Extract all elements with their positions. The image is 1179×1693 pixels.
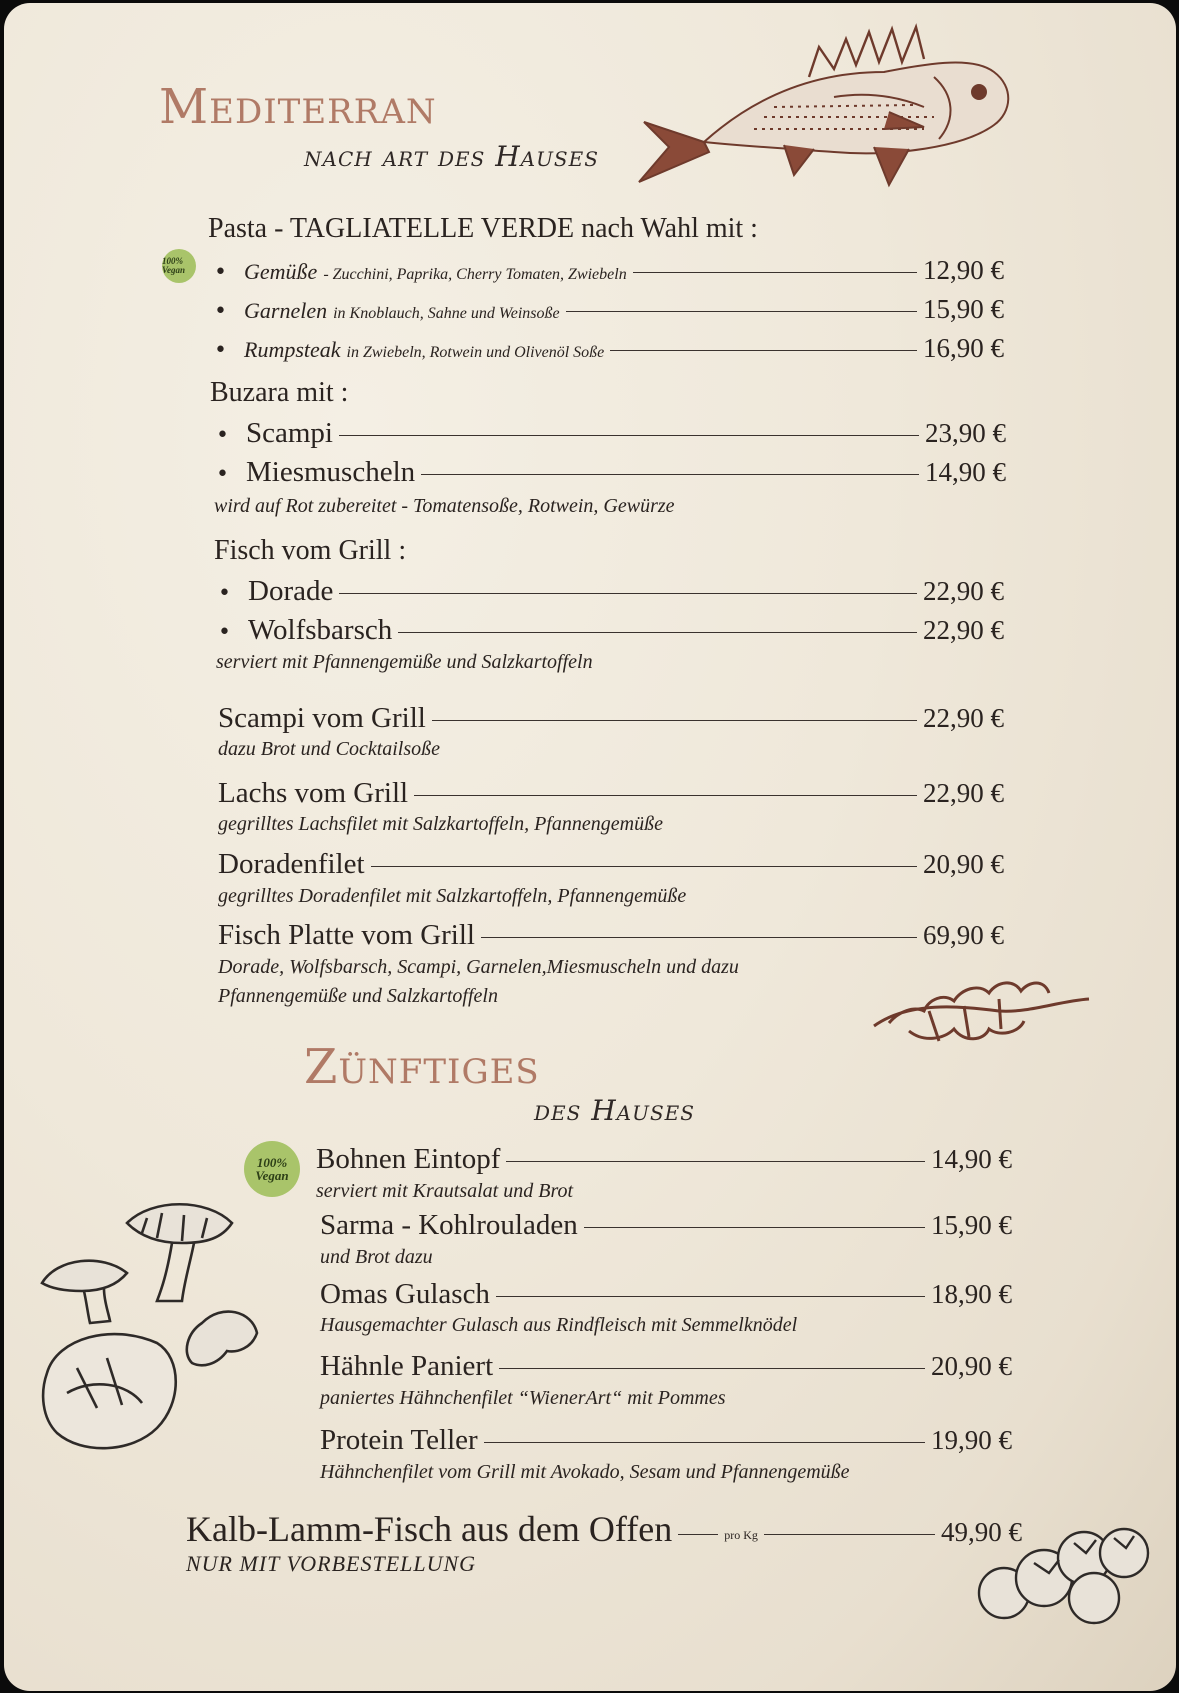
leader-line (421, 474, 919, 475)
item-detail: - Zucchini, Paprika, Cherry Tomaten, Zwiebeln (323, 266, 627, 283)
bullet: • (218, 620, 231, 645)
special-unit: pro Kg (724, 1528, 758, 1542)
item-price: 20,90 € (923, 849, 1004, 879)
menu-item (216, 417, 1006, 450)
item-price: 12,90 € (923, 255, 1004, 285)
item-name: Doradenfilet (218, 848, 365, 880)
leader-line (678, 1534, 718, 1535)
leaf-illustration (869, 971, 1094, 1061)
item-price: 22,90 € (923, 615, 1004, 645)
leader-line (432, 720, 917, 721)
item-name: Gemüße (244, 259, 318, 284)
leader-line (339, 593, 917, 594)
item-detail: in Knoblauch, Sahne und Weinsoße (333, 305, 560, 322)
item-description: gegrilltes Lachsfilet mit Salzkartoffeln, Pfannengemüße (218, 813, 663, 835)
item-price: 16,90 € (923, 333, 1004, 363)
section-title-zuenftiges: Zünftiges (304, 1039, 540, 1095)
item-description-continued: Pfannengemüße und Salzkartoffeln (218, 985, 498, 1007)
item-price: 22,90 € (923, 778, 1004, 808)
menu-page (4, 3, 1176, 1691)
item-name: Garnelen (244, 298, 328, 323)
bullet: • (216, 462, 229, 487)
item-description: Dorade, Wolfsbarsch, Scampi, Garnelen,Miesmuscheln und dazu (218, 956, 739, 978)
leader-line (371, 866, 917, 867)
leader-line (484, 1442, 925, 1443)
vegan-badge (244, 1141, 300, 1197)
item-price: 22,90 € (923, 703, 1004, 733)
item-description: gegrilltes Doradenfilet mit Salzkartoffeln, Pfannengemüße (218, 885, 687, 907)
bullet: • (214, 299, 227, 324)
item-name: Scampi (246, 417, 333, 449)
vegan-badge-label: 100% Vegan (162, 256, 186, 275)
leader-line (414, 795, 917, 796)
bullet: • (218, 581, 231, 606)
item-name: Protein Teller (320, 1424, 478, 1456)
menu-item (218, 614, 1004, 647)
item-description: Hähnchenfilet vom Grill mit Avokado, Sesam und Pfannengemüße (320, 1461, 850, 1483)
item-description: dazu Brot und Cocktailsoße (218, 738, 441, 760)
vegan-badge-label: 100% Vegan (255, 1155, 289, 1183)
menu-item (218, 848, 1004, 881)
section-subtitle-zuenftiges: des Hauses (534, 1094, 695, 1127)
menu-item (218, 575, 1004, 608)
leader-line (584, 1227, 925, 1228)
item-name: Wolfsbarsch (248, 614, 393, 646)
item-name: Fisch Platte vom Grill (218, 919, 475, 951)
bullet: • (214, 260, 227, 285)
item-description: serviert mit Krautsalat und Brot (316, 1180, 574, 1202)
item-detail: in Zwiebeln, Rotwein und Olivenöl Soße (346, 344, 605, 361)
fish-illustration (634, 17, 1089, 207)
section-title-mediterran: Mediterran (159, 79, 437, 135)
item-price: 20,90 € (931, 1351, 1012, 1381)
item-price: 15,90 € (923, 294, 1004, 324)
grill-heading: Fisch vom Grill : (214, 535, 407, 566)
special-note: NUR MIT VORBESTELLUNG (186, 1551, 477, 1576)
leader-line (481, 937, 917, 938)
item-description: wird auf Rot zubereitet - Tomatensoße, Rotwein, Gewürze (214, 495, 675, 517)
item-name: Bohnen Eintopf (316, 1143, 501, 1175)
item-price: 69,90 € (923, 920, 1004, 950)
item-name: Miesmuscheln (246, 456, 416, 488)
tomato-illustration (974, 1518, 1164, 1628)
item-name: Scampi vom Grill (218, 702, 426, 734)
item-price: 15,90 € (931, 1210, 1012, 1240)
menu-item (218, 702, 1004, 735)
special-price: 49,90 € (941, 1517, 1022, 1547)
bullet: • (216, 423, 229, 448)
item-description: Hausgemachter Gulasch aus Rindfleisch mit Semmelknödel (320, 1314, 798, 1336)
leader-line (566, 311, 917, 312)
leader-line (499, 1368, 925, 1369)
leader-line (610, 350, 917, 351)
item-name: Lachs vom Grill (218, 777, 409, 809)
menu-item (320, 1278, 1012, 1311)
item-name: Hähnle Paniert (320, 1350, 494, 1382)
item-name: Omas Gulasch (320, 1278, 490, 1310)
item-price: 23,90 € (925, 418, 1006, 448)
menu-item (218, 919, 1004, 952)
item-price: 18,90 € (931, 1279, 1012, 1309)
item-name: Dorade (248, 575, 334, 607)
item-price: 14,90 € (931, 1144, 1012, 1174)
leader-line (633, 272, 917, 273)
item-name: Sarma - Kohlrouladen (320, 1209, 578, 1241)
item-description: und Brot dazu (320, 1246, 433, 1268)
special-item (186, 1508, 1022, 1550)
item-price: 22,90 € (923, 576, 1004, 606)
buzara-heading: Buzara mit : (210, 377, 349, 408)
item-description: serviert mit Pfannengemüße und Salzkartoffeln (216, 651, 593, 673)
vegan-badge (162, 249, 196, 283)
bullet: • (214, 338, 227, 363)
menu-item (218, 777, 1004, 810)
menu-item (320, 1209, 1012, 1242)
menu-item (214, 255, 1004, 286)
menu-item (320, 1350, 1012, 1383)
menu-item (216, 456, 1006, 489)
section-subtitle-mediterran: nach art des Hauses (304, 140, 599, 173)
pasta-heading: Pasta - TAGLIATELLE VERDE nach Wahl mit : (208, 213, 758, 244)
item-name: Rumpsteak (244, 337, 341, 362)
leader-line (506, 1161, 925, 1162)
item-price: 19,90 € (931, 1425, 1012, 1455)
menu-item (214, 333, 1004, 364)
leader-line (496, 1296, 925, 1297)
special-name: Kalb-Lamm-Fisch aus dem Offen (186, 1509, 673, 1549)
item-description: paniertes Hähnchenfilet “WienerArt“ mit Pommes (320, 1387, 726, 1409)
mushroom-illustration (32, 1193, 292, 1493)
leader-line (764, 1534, 935, 1535)
leader-line (339, 435, 919, 436)
leader-line (398, 632, 917, 633)
menu-item (214, 294, 1004, 325)
menu-item (320, 1424, 1012, 1457)
menu-item (316, 1143, 1012, 1176)
item-price: 14,90 € (925, 457, 1006, 487)
